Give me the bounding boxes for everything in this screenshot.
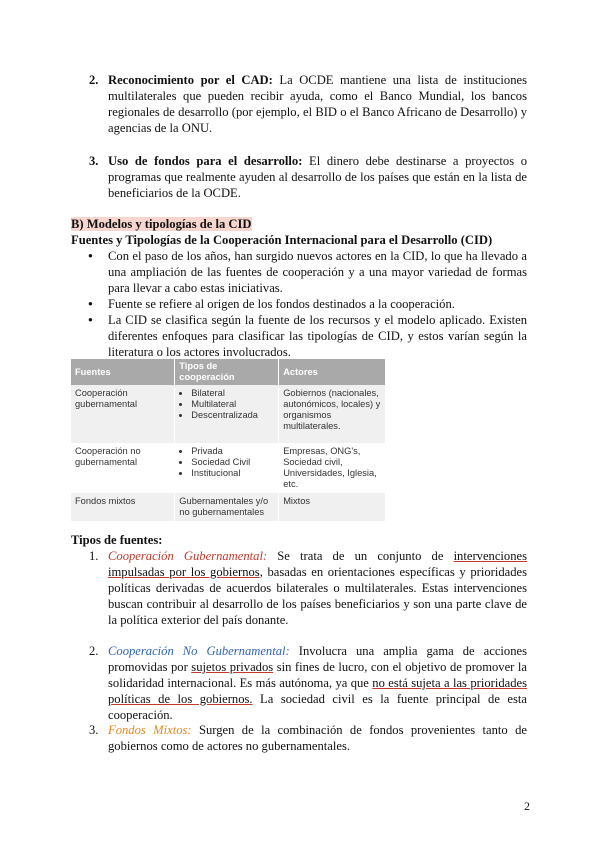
bullet-list	[82, 248, 527, 360]
item-number: 3.	[89, 154, 99, 168]
item-text: La sociedad civil es la fuente principal de esta cooperación.	[108, 692, 528, 722]
page-number: 2	[524, 799, 530, 813]
table-cell	[175, 385, 279, 443]
bullet-item: ● Fuente se refiere al origen de los fondos destinados a la cooperación.	[82, 296, 527, 312]
bullet-item: ● La CID se clasifica según la fuente de los recursos y el modelo aplicado. Existen diferentes enfoques para clasificar las tipologías de CID, y estos varían según la literatura o los actores involucrados.	[82, 312, 527, 360]
item-title: Cooperación Gubernamental:	[108, 549, 268, 563]
list-item	[89, 72, 527, 136]
item-title: Fondos Mixtos:	[108, 723, 192, 737]
table-row	[71, 493, 386, 521]
list-item	[89, 548, 527, 628]
item-number: 3.	[89, 723, 99, 737]
table-cell: Empresas, ONG's, Sociedad civil, Universidades, Iglesia, etc.	[279, 443, 386, 493]
tipos-heading: Tipos de fuentes:	[71, 533, 163, 547]
table-cell: Cooperación no gubernamental	[71, 443, 175, 493]
underlined-text: no está sujeta a las prioridades políticas de los gobiernos.	[108, 676, 527, 706]
item-text: Se trata de un conjunto de	[267, 549, 454, 563]
list-item	[89, 722, 527, 754]
type-item: • Multilateral	[191, 399, 274, 410]
section-subheading: Fuentes y Tipologías de la Cooperación Internacional para el Desarrollo (CID)	[71, 233, 493, 247]
table-row	[71, 385, 386, 443]
type-item: • Descentralizada	[191, 410, 274, 421]
table-cell: Fondos mixtos	[71, 493, 175, 521]
table-row	[71, 443, 386, 493]
bullet-item: ● Con el paso de los años, han surgido nuevos actores en la CID, lo que ha llevado a una ampliación de las fuentes de cooperación y a una mayor variedad de formas para llevar a cabo estas iniciativas.	[82, 248, 527, 296]
item-text: La OCDE mantiene una lista de instituciones multilaterales que pueden recibir ayuda, como el Banco Mundial, los bancos regionales de desarrollo (por ejemplo, el BID o el Banco Africano de Desarrollo) y agencias de la ONU.	[108, 73, 527, 135]
list-item	[89, 153, 527, 201]
item-text: Involucra una amplia gama de acciones promovidas por	[108, 644, 528, 674]
item-title: Cooperación No Gubernamental:	[108, 644, 290, 658]
table-header: Tipos de cooperación	[175, 359, 279, 385]
sources-table	[71, 359, 386, 521]
type-item: • Bilateral	[191, 388, 274, 399]
item-number: 1.	[89, 549, 99, 563]
type-item: • Sociedad Civil	[191, 457, 274, 468]
item-text: Surgen de la combinación de fondos provenientes tanto de gobiernos como de actores no gubernamentales.	[108, 723, 527, 753]
table-cell: Gubernamentales y/o no gubernamentales	[175, 493, 279, 521]
item-text: El dinero debe destinarse a proyectos o programas que realmente ayuden al desarrollo de los países que están en la lista de beneficiarios de la OCDE.	[108, 154, 527, 200]
table-header: Actores	[279, 359, 386, 385]
item-number: 2.	[89, 644, 99, 658]
item-number: 2.	[89, 73, 99, 87]
table-header: Fuentes	[71, 359, 175, 385]
list-item	[89, 643, 527, 723]
underlined-text: intervenciones impulsadas por los gobiernos	[108, 549, 527, 579]
type-item: • Institucional	[191, 468, 274, 479]
table-cell: Gobiernos (nacionales, autonómicos, locales) y organismos multilaterales.	[279, 385, 386, 443]
item-title: Uso de fondos para el desarrollo:	[108, 154, 303, 168]
table-header-row	[71, 359, 386, 385]
item-text: , basadas en orientaciones específicas y prioridades políticas derivadas de acuerdos bilaterales o multilaterales. Estas intervenciones buscan contribuir al desarrollo de los países beneficiarios y son una parte clave de la política exterior del país donante.	[108, 565, 527, 627]
section-heading: B) Modelos y tipologías de la CID	[71, 217, 252, 231]
table-cell: Cooperación gubernamental	[71, 385, 175, 443]
item-title: Reconocimiento por el CAD:	[108, 73, 273, 87]
table-cell: Mixtos	[279, 493, 386, 521]
item-text: sin fines de lucro, con el objetivo de promover la solidaridad internacional. Es más autónoma, ya que	[108, 660, 527, 690]
type-item: • Privada	[191, 446, 274, 457]
underlined-text: sujetos privados	[191, 660, 274, 674]
table-cell	[175, 443, 279, 493]
